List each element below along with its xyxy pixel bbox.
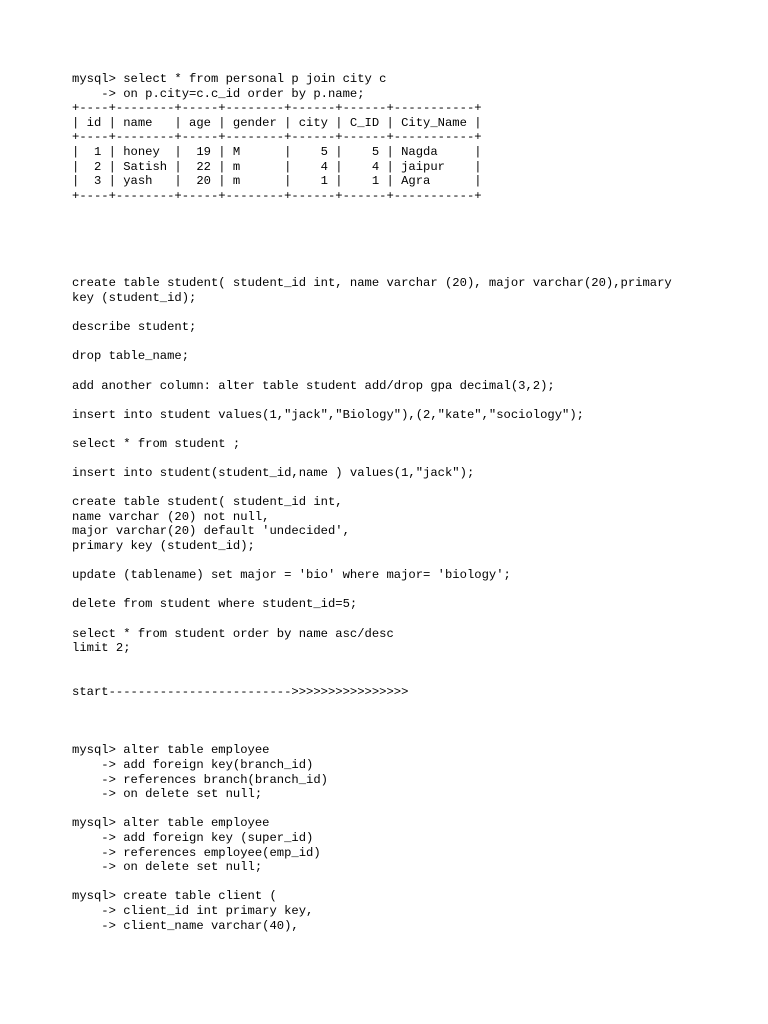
note-insert-columns (72, 466, 712, 481)
session-line: -> client_name varchar(40), (72, 918, 299, 933)
note-line: name varchar (20) not null, (72, 509, 270, 524)
note-line: create table student( student_id int, (72, 495, 343, 510)
note-create-table (72, 276, 712, 305)
note-update (72, 568, 712, 583)
mysql-session-foreign-key-branch (72, 743, 712, 801)
note-line: select * from student ; (72, 436, 241, 451)
session-line: -> on delete set null; (72, 787, 263, 802)
mysql-session-foreign-key-super (72, 816, 712, 874)
query-output (72, 72, 712, 203)
session-line: mysql> alter table employee (72, 743, 270, 758)
note-line: limit 2; (72, 641, 131, 656)
note-line: insert into student(student_id,name ) values(1,"jack"); (72, 466, 475, 481)
note-delete (72, 597, 712, 612)
note-line: update (tablename) set major = 'bio' where major= 'biology'; (72, 568, 511, 583)
note-line: describe student; (72, 320, 197, 335)
note-line: delete from student where student_id=5; (72, 597, 358, 612)
session-line: -> client_id int primary key, (72, 903, 314, 918)
note-line: key (student_id); (72, 290, 197, 305)
note-drop (72, 349, 712, 364)
note-line: drop table_name; (72, 349, 190, 364)
session-line: mysql> alter table employee (72, 816, 270, 831)
table-row: | 2 | Satish | 22 | m | 4 | 4 | jaipur | (72, 159, 482, 174)
note-line: major varchar(20) default 'undecided', (72, 524, 350, 539)
note-line: insert into student values(1,"jack","Biology"),(2,"kate","sociology"); (72, 407, 584, 422)
document-page (72, 72, 712, 933)
note-create-table-constraints (72, 495, 712, 553)
table-border: +----+--------+-----+--------+------+------+-----------+ (72, 130, 482, 145)
query-line: mysql> select * from personal p join city c (72, 72, 387, 86)
session-line: -> on delete set null; (72, 860, 263, 875)
table-header-row: | id | name | age | gender | city | C_ID | City_Name | (72, 115, 482, 130)
note-describe (72, 320, 712, 335)
table-border: +----+--------+-----+--------+------+------+-----------+ (72, 101, 482, 116)
table-row: | 1 | honey | 19 | M | 5 | 5 | Nagda | (72, 144, 482, 159)
session-line: -> add foreign key (super_id) (72, 830, 314, 845)
query-line: -> on p.city=c.c_id order by p.name; (72, 86, 365, 101)
note-select-all (72, 437, 712, 452)
session-line: -> add foreign key(branch_id) (72, 757, 314, 772)
session-line: -> references branch(branch_id) (72, 772, 328, 787)
note-line: primary key (student_id); (72, 539, 255, 554)
session-line: -> references employee(emp_id) (72, 845, 321, 860)
table-row: | 3 | yash | 20 | m | 1 | 1 | Agra | (72, 174, 482, 189)
note-line: add another column: alter table student add/drop gpa decimal(3,2); (72, 378, 555, 393)
note-insert-values (72, 408, 712, 423)
note-line: create table student( student_id int, name varchar (20), major varchar(20),primary (72, 276, 672, 291)
start-marker: start------------------------->>>>>>>>>>>>>>>> (72, 684, 409, 699)
note-order-by (72, 627, 712, 656)
session-line: mysql> create table client ( (72, 889, 277, 904)
table-border: +----+--------+-----+--------+------+------+-----------+ (72, 188, 482, 203)
note-line: select * from student order by name asc/desc (72, 626, 394, 641)
note-add-column (72, 379, 712, 394)
mysql-session-create-client (72, 889, 712, 933)
